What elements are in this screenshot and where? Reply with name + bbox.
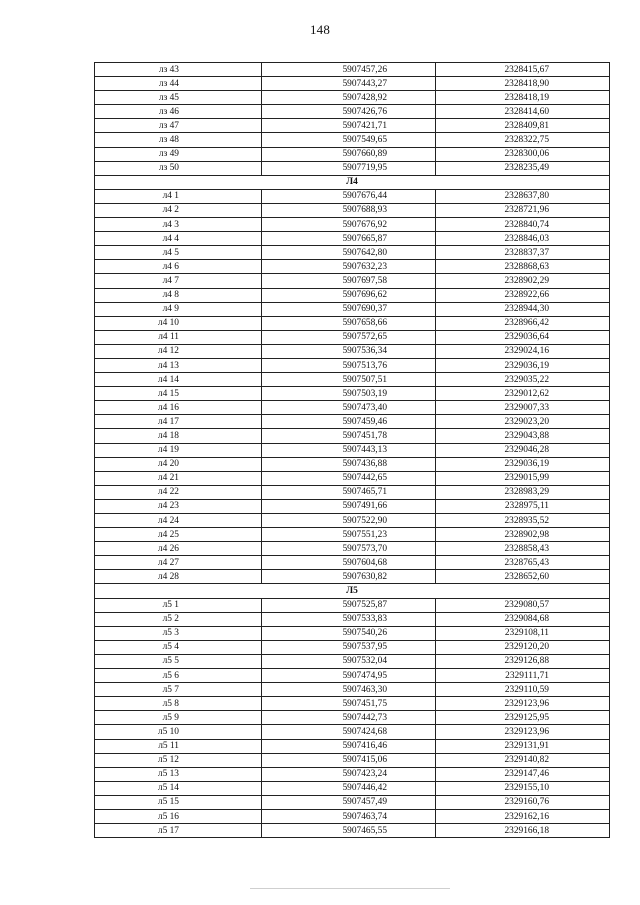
table-row: [95, 781, 610, 795]
y-coordinate-cell: 2328902,29: [436, 274, 610, 288]
section-title: Л4: [95, 175, 610, 189]
y-coordinate-cell: 2328966,42: [436, 316, 610, 330]
table-row: [95, 499, 610, 513]
point-label-cell: л5 10: [95, 725, 262, 739]
table-row: [95, 401, 610, 415]
table-row: [95, 767, 610, 781]
table-row: [95, 795, 610, 809]
y-coordinate-cell: 2328902,98: [436, 528, 610, 542]
y-coordinate-cell: 2328721,96: [436, 203, 610, 217]
point-label-cell: л5 17: [95, 824, 262, 838]
table-row: [95, 711, 610, 725]
x-coordinate-cell: 5907676,92: [262, 218, 436, 232]
table-row: [95, 654, 610, 668]
point-label-cell: л4 28: [95, 570, 262, 584]
page-number: 148: [309, 22, 331, 37]
y-coordinate-cell: 2329140,82: [436, 753, 610, 767]
x-coordinate-cell: 5907537,95: [262, 640, 436, 654]
x-coordinate-cell: 5907665,87: [262, 232, 436, 246]
y-coordinate-cell: 2328765,43: [436, 556, 610, 570]
x-coordinate-cell: 5907457,26: [262, 63, 436, 77]
table-row: [95, 77, 610, 91]
x-coordinate-cell: 5907688,93: [262, 203, 436, 217]
x-coordinate-cell: 5907676,44: [262, 189, 436, 203]
point-label-cell: л4 17: [95, 415, 262, 429]
x-coordinate-cell: 5907660,89: [262, 147, 436, 161]
point-label-cell: л4 10: [95, 316, 262, 330]
table-row: [95, 147, 610, 161]
y-coordinate-cell: 2329046,28: [436, 443, 610, 457]
point-label-cell: л5 7: [95, 683, 262, 697]
table-row: [95, 640, 610, 654]
table-row: [95, 753, 610, 767]
x-coordinate-cell: 5907696,62: [262, 288, 436, 302]
x-coordinate-cell: 5907503,19: [262, 387, 436, 401]
y-coordinate-cell: 2328409,81: [436, 119, 610, 133]
point-label-cell: лз 43: [95, 63, 262, 77]
x-coordinate-cell: 5907540,26: [262, 626, 436, 640]
x-coordinate-cell: 5907451,78: [262, 429, 436, 443]
footer-divider: [250, 888, 450, 889]
x-coordinate-cell: 5907463,30: [262, 683, 436, 697]
y-coordinate-cell: 2329126,88: [436, 654, 610, 668]
y-coordinate-cell: 2329131,91: [436, 739, 610, 753]
point-label-cell: л5 5: [95, 654, 262, 668]
coordinates-table-body: [95, 63, 610, 838]
point-label-cell: лз 49: [95, 147, 262, 161]
x-coordinate-cell: 5907416,46: [262, 739, 436, 753]
x-coordinate-cell: 5907473,40: [262, 401, 436, 415]
y-coordinate-cell: 2329108,11: [436, 626, 610, 640]
x-coordinate-cell: 5907465,71: [262, 485, 436, 499]
y-coordinate-cell: 2328235,49: [436, 161, 610, 175]
point-label-cell: л4 21: [95, 471, 262, 485]
point-label-cell: л4 24: [95, 514, 262, 528]
table-row: [95, 443, 610, 457]
y-coordinate-cell: 2329123,96: [436, 697, 610, 711]
point-label-cell: л4 2: [95, 203, 262, 217]
y-coordinate-cell: 2329125,95: [436, 711, 610, 725]
table-row: [95, 274, 610, 288]
table-row: [95, 542, 610, 556]
point-label-cell: л4 12: [95, 344, 262, 358]
point-label-cell: л5 13: [95, 767, 262, 781]
y-coordinate-cell: 2328418,90: [436, 77, 610, 91]
x-coordinate-cell: 5907533,83: [262, 612, 436, 626]
x-coordinate-cell: 5907532,04: [262, 654, 436, 668]
table-row: [95, 358, 610, 372]
section-header-row: [95, 175, 610, 189]
x-coordinate-cell: 5907459,46: [262, 415, 436, 429]
x-coordinate-cell: 5907513,76: [262, 358, 436, 372]
y-coordinate-cell: 2328637,80: [436, 189, 610, 203]
x-coordinate-cell: 5907551,23: [262, 528, 436, 542]
point-label-cell: л4 4: [95, 232, 262, 246]
x-coordinate-cell: 5907443,13: [262, 443, 436, 457]
table-row: [95, 302, 610, 316]
x-coordinate-cell: 5907436,88: [262, 457, 436, 471]
x-coordinate-cell: 5907424,68: [262, 725, 436, 739]
y-coordinate-cell: 2329036,64: [436, 330, 610, 344]
point-label-cell: л4 23: [95, 499, 262, 513]
table-row: [95, 119, 610, 133]
y-coordinate-cell: 2328983,29: [436, 485, 610, 499]
point-label-cell: лз 50: [95, 161, 262, 175]
x-coordinate-cell: 5907446,42: [262, 781, 436, 795]
table-row: [95, 739, 610, 753]
table-row: [95, 514, 610, 528]
table-row: [95, 612, 610, 626]
x-coordinate-cell: 5907549,65: [262, 133, 436, 147]
table-row: [95, 598, 610, 612]
y-coordinate-cell: 2329162,16: [436, 809, 610, 823]
x-coordinate-cell: 5907463,74: [262, 809, 436, 823]
y-coordinate-cell: 2329015,99: [436, 471, 610, 485]
y-coordinate-cell: 2329147,46: [436, 767, 610, 781]
point-label-cell: л5 1: [95, 598, 262, 612]
table-row: [95, 105, 610, 119]
x-coordinate-cell: 5907507,51: [262, 373, 436, 387]
point-label-cell: л5 3: [95, 626, 262, 640]
y-coordinate-cell: 2328300,06: [436, 147, 610, 161]
point-label-cell: л4 26: [95, 542, 262, 556]
point-label-cell: л5 8: [95, 697, 262, 711]
table-row: [95, 316, 610, 330]
y-coordinate-cell: 2328975,11: [436, 499, 610, 513]
x-coordinate-cell: 5907522,90: [262, 514, 436, 528]
y-coordinate-cell: 2329036,19: [436, 358, 610, 372]
coordinates-table: [94, 62, 610, 838]
y-coordinate-cell: 2328322,75: [436, 133, 610, 147]
table-row: [95, 218, 610, 232]
y-coordinate-cell: 2329110,59: [436, 683, 610, 697]
point-label-cell: л5 6: [95, 669, 262, 683]
y-coordinate-cell: 2329120,20: [436, 640, 610, 654]
y-coordinate-cell: 2329123,96: [436, 725, 610, 739]
y-coordinate-cell: 2329160,76: [436, 795, 610, 809]
point-label-cell: л4 14: [95, 373, 262, 387]
table-row: [95, 189, 610, 203]
table-row: [95, 669, 610, 683]
point-label-cell: л5 9: [95, 711, 262, 725]
table-row: [95, 330, 610, 344]
point-label-cell: л5 12: [95, 753, 262, 767]
x-coordinate-cell: 5907632,23: [262, 260, 436, 274]
x-coordinate-cell: 5907630,82: [262, 570, 436, 584]
point-label-cell: лз 48: [95, 133, 262, 147]
x-coordinate-cell: 5907474,95: [262, 669, 436, 683]
y-coordinate-cell: 2328840,74: [436, 218, 610, 232]
section-title: Л5: [95, 584, 610, 598]
table-row: [95, 570, 610, 584]
y-coordinate-cell: 2328652,60: [436, 570, 610, 584]
point-label-cell: л4 18: [95, 429, 262, 443]
table-row: [95, 246, 610, 260]
x-coordinate-cell: 5907421,71: [262, 119, 436, 133]
y-coordinate-cell: 2328944,30: [436, 302, 610, 316]
y-coordinate-cell: 2329023,20: [436, 415, 610, 429]
point-label-cell: л4 22: [95, 485, 262, 499]
table-row: [95, 683, 610, 697]
table-row: [95, 415, 610, 429]
x-coordinate-cell: 5907525,87: [262, 598, 436, 612]
y-coordinate-cell: 2329084,68: [436, 612, 610, 626]
y-coordinate-cell: 2329007,33: [436, 401, 610, 415]
table-row: [95, 260, 610, 274]
section-header-row: [95, 584, 610, 598]
y-coordinate-cell: 2328846,03: [436, 232, 610, 246]
table-row: [95, 457, 610, 471]
x-coordinate-cell: 5907457,49: [262, 795, 436, 809]
y-coordinate-cell: 2329043,88: [436, 429, 610, 443]
x-coordinate-cell: 5907442,65: [262, 471, 436, 485]
point-label-cell: л4 11: [95, 330, 262, 344]
x-coordinate-cell: 5907428,92: [262, 91, 436, 105]
point-label-cell: лз 44: [95, 77, 262, 91]
point-label-cell: л4 27: [95, 556, 262, 570]
table-row: [95, 373, 610, 387]
x-coordinate-cell: 5907536,34: [262, 344, 436, 358]
x-coordinate-cell: 5907426,76: [262, 105, 436, 119]
y-coordinate-cell: 2328837,37: [436, 246, 610, 260]
y-coordinate-cell: 2329111,71: [436, 669, 610, 683]
y-coordinate-cell: 2329080,57: [436, 598, 610, 612]
x-coordinate-cell: 5907451,75: [262, 697, 436, 711]
x-coordinate-cell: 5907690,37: [262, 302, 436, 316]
point-label-cell: л5 16: [95, 809, 262, 823]
y-coordinate-cell: 2329036,19: [436, 457, 610, 471]
y-coordinate-cell: 2328415,67: [436, 63, 610, 77]
table-row: [95, 161, 610, 175]
point-label-cell: л5 11: [95, 739, 262, 753]
x-coordinate-cell: 5907443,27: [262, 77, 436, 91]
point-label-cell: л4 25: [95, 528, 262, 542]
y-coordinate-cell: 2328868,63: [436, 260, 610, 274]
point-label-cell: л4 16: [95, 401, 262, 415]
table-row: [95, 697, 610, 711]
y-coordinate-cell: 2329024,16: [436, 344, 610, 358]
x-coordinate-cell: 5907697,58: [262, 274, 436, 288]
table-row: [95, 387, 610, 401]
table-row: [95, 91, 610, 105]
y-coordinate-cell: 2328414,60: [436, 105, 610, 119]
x-coordinate-cell: 5907642,80: [262, 246, 436, 260]
y-coordinate-cell: 2328922,66: [436, 288, 610, 302]
y-coordinate-cell: 2328935,52: [436, 514, 610, 528]
point-label-cell: л5 2: [95, 612, 262, 626]
table-row: [95, 232, 610, 246]
point-label-cell: л4 19: [95, 443, 262, 457]
table-row: [95, 429, 610, 443]
table-row: [95, 824, 610, 838]
point-label-cell: л4 6: [95, 260, 262, 274]
x-coordinate-cell: 5907465,55: [262, 824, 436, 838]
point-label-cell: л4 8: [95, 288, 262, 302]
x-coordinate-cell: 5907423,24: [262, 767, 436, 781]
table-row: [95, 344, 610, 358]
y-coordinate-cell: 2329035,22: [436, 373, 610, 387]
point-label-cell: лз 47: [95, 119, 262, 133]
point-label-cell: лз 45: [95, 91, 262, 105]
table-row: [95, 288, 610, 302]
table-row: [95, 556, 610, 570]
x-coordinate-cell: 5907415,06: [262, 753, 436, 767]
point-label-cell: л4 1: [95, 189, 262, 203]
table-row: [95, 203, 610, 217]
table-row: [95, 626, 610, 640]
y-coordinate-cell: 2328418,19: [436, 91, 610, 105]
table-row: [95, 725, 610, 739]
table-row: [95, 133, 610, 147]
x-coordinate-cell: 5907573,70: [262, 542, 436, 556]
x-coordinate-cell: 5907719,95: [262, 161, 436, 175]
point-label-cell: л5 14: [95, 781, 262, 795]
table-row: [95, 809, 610, 823]
y-coordinate-cell: 2328858,43: [436, 542, 610, 556]
point-label-cell: л4 13: [95, 358, 262, 372]
point-label-cell: л4 20: [95, 457, 262, 471]
table-row: [95, 63, 610, 77]
point-label-cell: л4 7: [95, 274, 262, 288]
x-coordinate-cell: 5907604,68: [262, 556, 436, 570]
y-coordinate-cell: 2329012,62: [436, 387, 610, 401]
table-row: [95, 485, 610, 499]
x-coordinate-cell: 5907491,66: [262, 499, 436, 513]
table-row: [95, 471, 610, 485]
point-label-cell: лз 46: [95, 105, 262, 119]
x-coordinate-cell: 5907658,66: [262, 316, 436, 330]
x-coordinate-cell: 5907572,65: [262, 330, 436, 344]
y-coordinate-cell: 2329166,18: [436, 824, 610, 838]
point-label-cell: л4 15: [95, 387, 262, 401]
point-label-cell: л5 15: [95, 795, 262, 809]
point-label-cell: л5 4: [95, 640, 262, 654]
point-label-cell: л4 5: [95, 246, 262, 260]
table-row: [95, 528, 610, 542]
point-label-cell: л4 9: [95, 302, 262, 316]
y-coordinate-cell: 2329155,10: [436, 781, 610, 795]
point-label-cell: л4 3: [95, 218, 262, 232]
x-coordinate-cell: 5907442,73: [262, 711, 436, 725]
